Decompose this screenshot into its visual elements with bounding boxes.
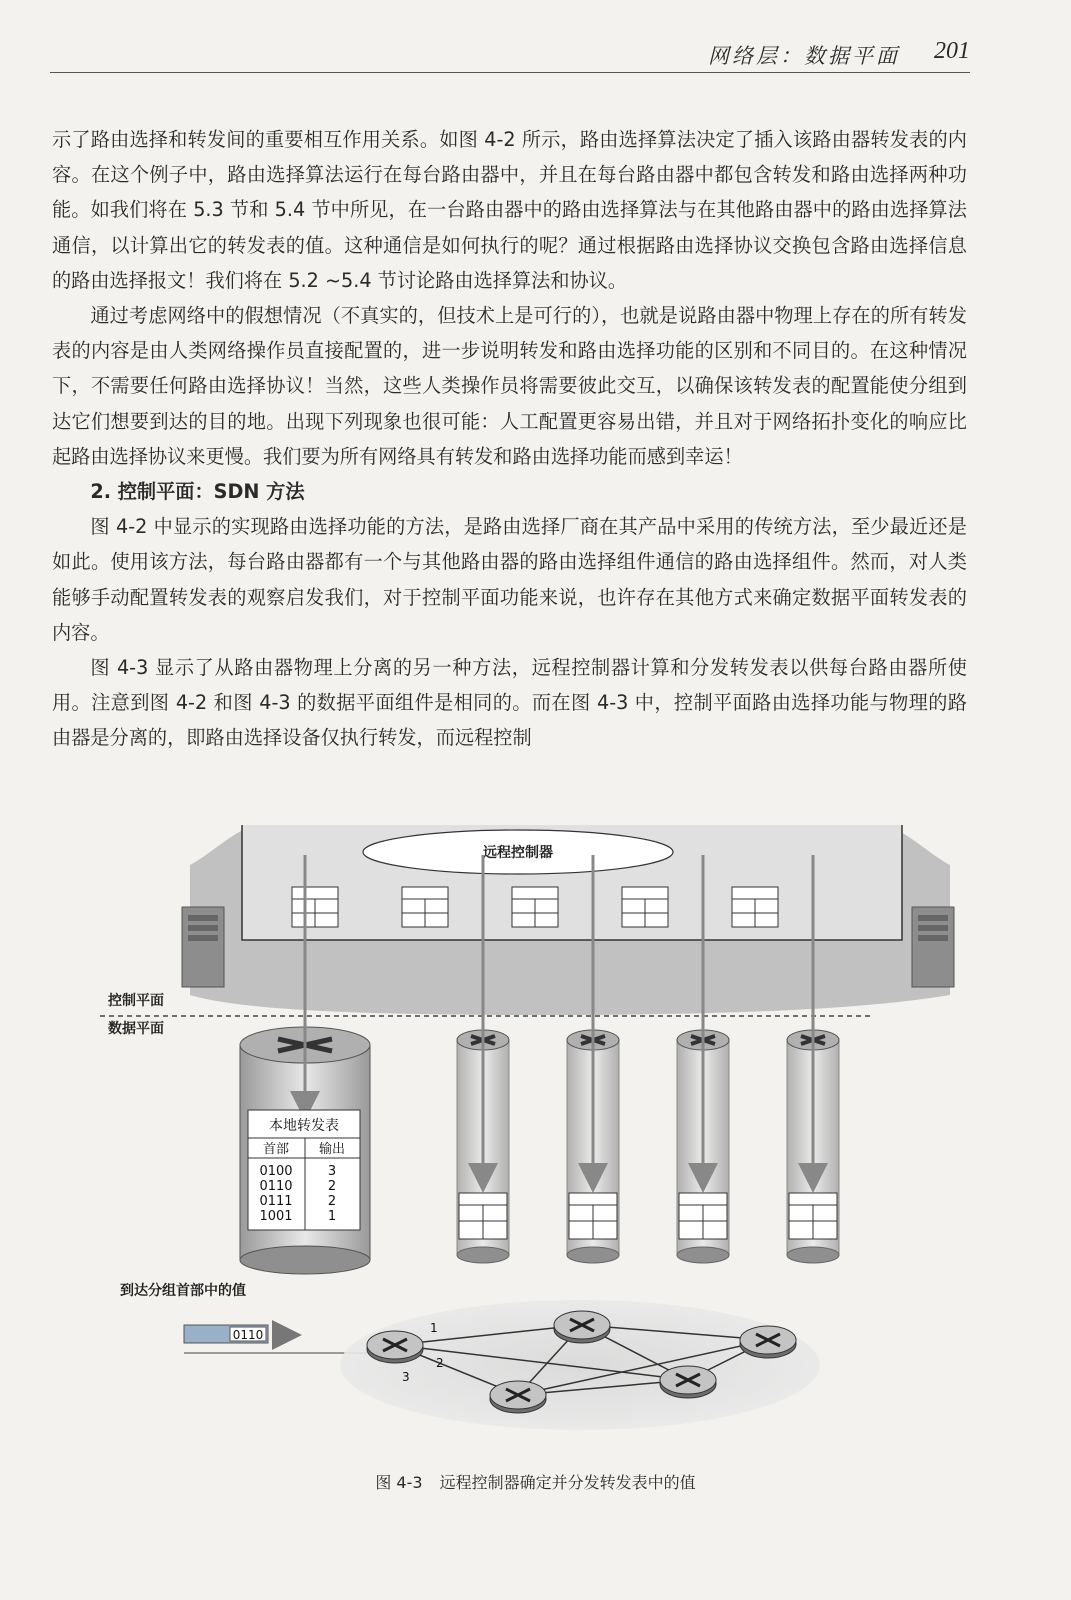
table-cell: 0100 [259,1164,293,1179]
packet-header-label: 到达分组首部中的值 [120,1283,246,1299]
port-label: 3 [402,1370,410,1384]
table-header-cell: 首部 [262,1142,290,1157]
figure-caption-text: 远程控制器确定并分发转发表中的值 [439,1473,696,1492]
router-icon [660,1366,716,1398]
router-icon [490,1381,546,1413]
controller-table-icon [732,887,778,927]
running-title: 网络层：数据平面 [708,44,900,68]
data-plane-label: 数据平面 [108,1021,164,1037]
table-cell: 2 [327,1179,337,1194]
router-table-icon [679,1193,727,1239]
figure-number: 图 4-3 [375,1473,423,1492]
page-header [50,34,970,73]
table-header-cell: 输出 [318,1142,346,1157]
control-plane-label: 控制平面 [108,993,164,1009]
router-table-icon [569,1193,617,1239]
router-table-icon [789,1193,837,1239]
port-label: 1 [430,1321,438,1335]
packet-value: 0110 [232,1328,264,1342]
table-title: 本地转发表 [269,1118,339,1134]
paragraph: 图 4-2 中显示的实现路由选择功能的方法，是路由选择厂商在其产品中采用的传统方法，至少最近还是如此。使用该方法，每台路由器都有一个与其他路由器的路由选择组件通信的路由选择组件。然而，对人类能够手动配置转发表的观察启发我们，对于控制平面功能来说，也许存在其他方式来确定数据平面转发表的内容。 [52,515,967,644]
local-forwarding-table [248,1110,360,1230]
controller-table-icon [402,887,448,927]
router-table-icon [459,1193,507,1239]
table-cell: 1 [327,1209,337,1224]
figure-caption [0,1470,1071,1493]
sdn-figure [100,825,980,1475]
table-cell: 1001 [259,1209,293,1224]
router-icon [740,1326,796,1358]
controller-table-icon [622,887,668,927]
controller-table-icon [292,887,338,927]
table-cell: 3 [327,1164,337,1179]
paragraph: 通过考虑网络中的假想情况（不真实的，但技术上是可行的），也就是说路由器中物理上存在的所有转发表的内容是由人类网络操作员直接配置的，进一步说明转发和路由选择功能的区别和不同目的。在这种情况下，不需要任何路由选择协议！当然，这些人类操作员将需要彼此交互，以确保该转发表的配置能使分组到达它们想要到达的目的地。出现下列现象也很可能：人工配置更容易出错，并且对于网络拓扑变化的响应比起路由选择协议来更慢。我们要为所有网络具有转发和路由选择功能而感到幸运！ [52,304,967,468]
section-heading: 2. 控制平面：SDN 方法 [90,480,305,504]
router-icon [554,1311,610,1343]
page-number: 201 [934,38,970,64]
controller-table-icon [512,887,558,927]
table-cell: 2 [327,1194,337,1209]
table-cell: 0111 [259,1194,293,1209]
port-label: 2 [436,1356,444,1370]
remote-controller-label: 远程控制器 [483,845,553,861]
packet [184,1325,268,1343]
router-icon [367,1331,423,1363]
table-cell: 0110 [259,1179,293,1194]
server-icon [182,907,224,987]
paragraph: 示了路由选择和转发间的重要相互作用关系。如图 4-2 所示，路由选择算法决定了插入该路由器转发表的内容。在这个例子中，路由选择算法运行在每台路由器中，并且在每台路由器中都包含转发和路由选择两种功能。如我们将在 5.3 节和 5.4 节中所见，在一台路由器中的路由选择算法与在其他路由器中的路由选择算法通信，以计算出它的转发表的值。这种通信是如何执行的呢？通过根据路由选择协议交换包含路由选择信息的路由选择报文！我们将在 5.2 ~5.4 节讨论路由选择算法和协议。 [52,128,967,292]
body-text [52,122,967,756]
server-icon [912,907,954,987]
paragraph: 图 4-3 显示了从路由器物理上分离的另一种方法，远程控制器计算和分发转发表以供每台路由器所使用。注意到图 4-2 和图 4-3 的数据平面组件是相同的。而在图 4-3 中，控制平面路由选择功能与物理的路由器是分离的，即路由选择设备仅执行转发，而远程控制 [52,656,967,750]
